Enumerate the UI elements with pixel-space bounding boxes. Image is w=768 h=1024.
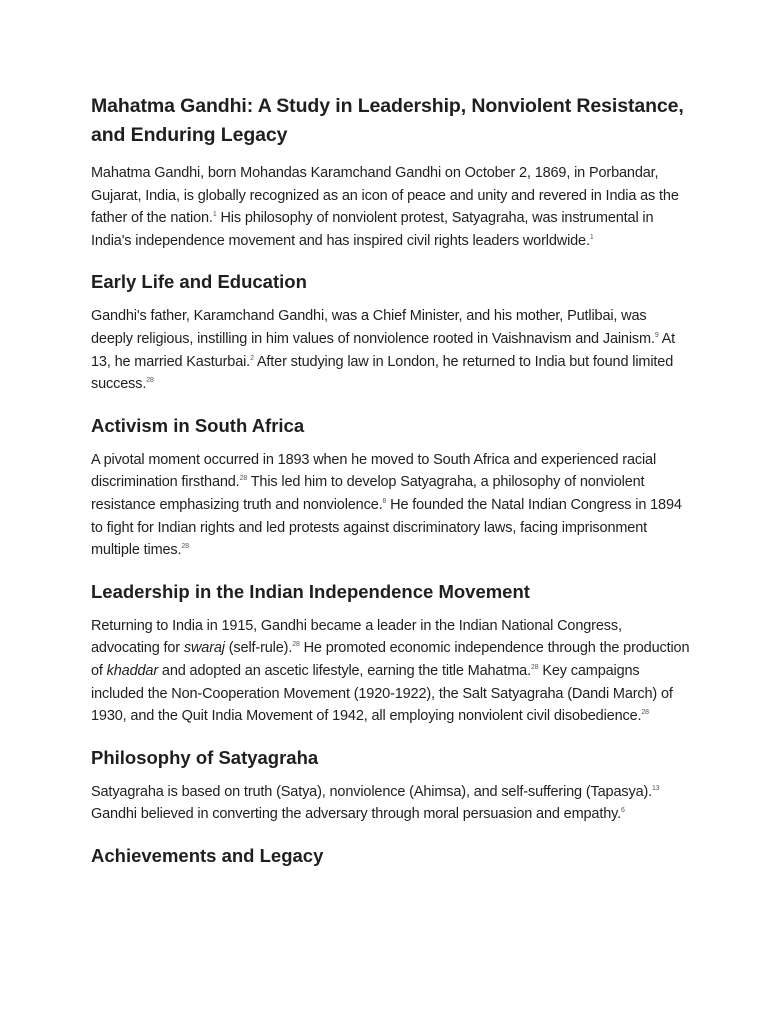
- term-khaddar: khaddar: [106, 662, 159, 679]
- leadership-paragraph: [91, 615, 691, 728]
- citation-marker[interactable]: 28: [239, 475, 248, 483]
- text-run: Mahatma Gandhi, born Mohandas Karamchand Gandhi on October 2, 1869, in Porbandar, Gujarat, India, is globally recognized as an icon of peace and unity and revered in India as the father of the nation.: [91, 165, 679, 227]
- citation-marker[interactable]: 28: [530, 663, 539, 671]
- citation-marker[interactable]: 28: [146, 377, 154, 385]
- text-run: Returning to India in 1915, Gandhi became a leader in the Indian National Congress, advocating for: [91, 617, 622, 657]
- south-africa-paragraph: [91, 449, 691, 562]
- term-swaraj: swaraj: [183, 640, 225, 657]
- text-run: He promoted economic independence through the production of: [91, 640, 690, 679]
- section-heading-philosophy: Philosophy of Satyagraha: [91, 746, 319, 768]
- citation-marker[interactable]: 8: [382, 497, 387, 505]
- document-content: [91, 92, 691, 868]
- citation-marker[interactable]: 28: [181, 543, 189, 551]
- citation-marker[interactable]: 1: [589, 233, 594, 241]
- citation-marker[interactable]: 28: [292, 641, 300, 649]
- intro-paragraph: [91, 162, 691, 252]
- citation-marker[interactable]: 9: [654, 331, 659, 339]
- text-run: Gandhi believed in converting the adversary through moral persuasion and empathy.: [91, 806, 622, 823]
- text-run: His philosophy of nonviolent protest, Satyagraha, was instrumental in India's independence movement and has inspired civil rights leaders worldwide.: [91, 210, 654, 249]
- philosophy-paragraph: [91, 781, 691, 826]
- citation-marker[interactable]: 6: [621, 807, 625, 815]
- text-run: After studying law in London, he returned to India but found limited success.: [91, 353, 674, 393]
- text-run: A pivotal moment occurred in 1893 when he moved to South Africa and experienced racial discrimination firsthand.: [91, 451, 657, 491]
- text-run: He founded the Natal Indian Congress in 1894 to fight for Indian rights and led protests against discriminatory laws, facing imprisonment multiple times.: [91, 496, 682, 559]
- text-run: Satyagraha is based on truth (Satya), nonviolence (Ahimsa), and self-suffering (Tapasya).: [91, 783, 653, 800]
- text-run: Key campaigns included the Non-Cooperation Movement (1920-1922), the Salt Satyagraha (Dandi March) of 1930, and the Quit India Movement of 1942, all employing nonviolent civil disobedience.: [91, 662, 673, 725]
- text-run: At 13, he married Kasturbai.: [91, 330, 676, 370]
- section-heading-legacy: Achievements and Legacy: [91, 844, 324, 866]
- section-heading-leadership: Leadership in the Indian Independence Movement: [91, 580, 530, 602]
- early-life-paragraph: [91, 305, 691, 395]
- section-heading-south-africa: Activism in South Africa: [91, 414, 305, 436]
- text-run: This led him to develop Satyagraha, a philosophy of nonviolent resistance emphasizing truth and nonviolence.: [91, 474, 645, 513]
- citation-marker[interactable]: 1: [212, 211, 217, 219]
- text-run: (self-rule).: [224, 640, 293, 657]
- citation-marker[interactable]: 2: [250, 354, 254, 362]
- citation-marker[interactable]: 13: [652, 784, 660, 792]
- text-run: Gandhi's father, Karamchand Gandhi, was a Chief Minister, and his mother, Putlibai, was deeply religious, instilling in him values of nonviolence rooted in Vaishnavism and Jainism.: [91, 308, 655, 347]
- section-heading-early-life: Early Life and Education: [91, 271, 307, 293]
- citation-marker[interactable]: 28: [641, 709, 649, 717]
- document-title: Mahatma Gandhi: A Study in Leadership, Nonviolent Resistance, and Enduring Legacy: [91, 95, 684, 146]
- text-run: and adopted an ascetic lifestyle, earning the title Mahatma.: [158, 662, 531, 679]
